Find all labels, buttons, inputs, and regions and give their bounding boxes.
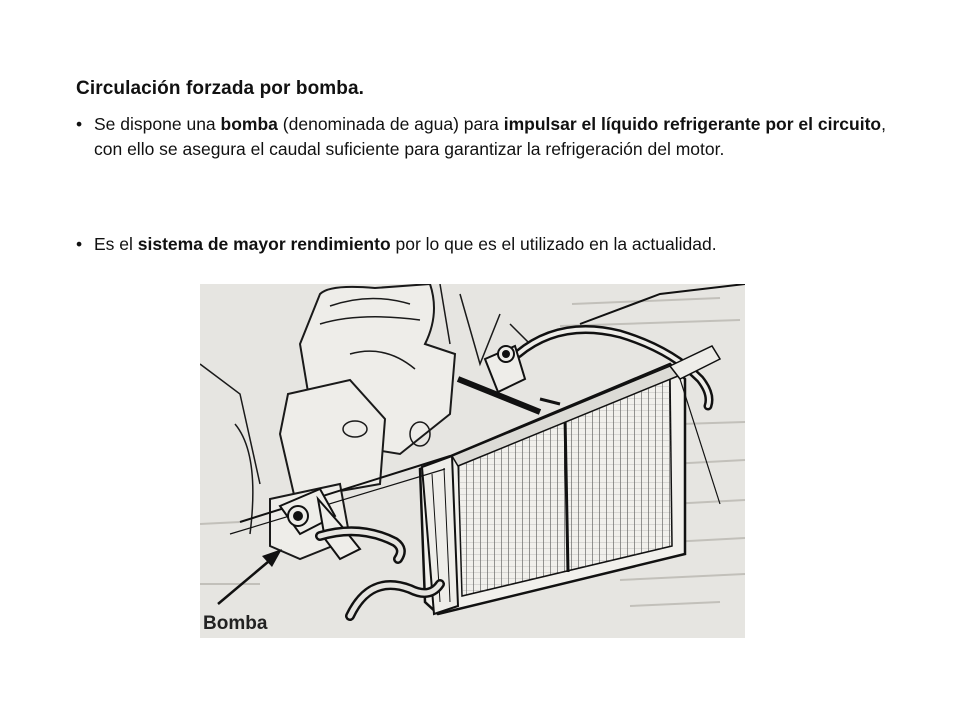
- arrow-to-pump: [218, 549, 282, 604]
- cooling-system-diagram: [200, 284, 745, 638]
- pump-label: Bomba: [203, 613, 268, 634]
- bullet-segment: , con ello se asegura el caudal suficiente para garantizar la refrigeración del motor.: [94, 114, 886, 159]
- bullet-item: [76, 232, 886, 257]
- bullet-segment-bold: bomba: [220, 114, 278, 134]
- bullet-segment: (denominada de agua) para: [277, 114, 504, 134]
- bullet-text: [94, 112, 886, 162]
- bullet-text: [94, 232, 886, 257]
- bullet-segment-bold: sistema de mayor rendimiento: [137, 234, 391, 254]
- cooling-system-illustration: [200, 284, 745, 638]
- bullet-marker: •: [76, 234, 83, 254]
- radiator: [420, 346, 720, 614]
- bullet-segment: Se dispone una: [94, 114, 221, 134]
- bullet-segment: Es el: [94, 234, 138, 254]
- bullet-segment-bold: impulsar el líquido refrigerante por el circuito: [503, 114, 882, 134]
- bullet-item: [76, 112, 886, 162]
- bullet-segment: por lo que es el utilizado en la actualidad.: [390, 234, 717, 254]
- bullet-marker: •: [76, 114, 83, 134]
- slide-title: Circulación forzada por bomba.: [76, 78, 365, 99]
